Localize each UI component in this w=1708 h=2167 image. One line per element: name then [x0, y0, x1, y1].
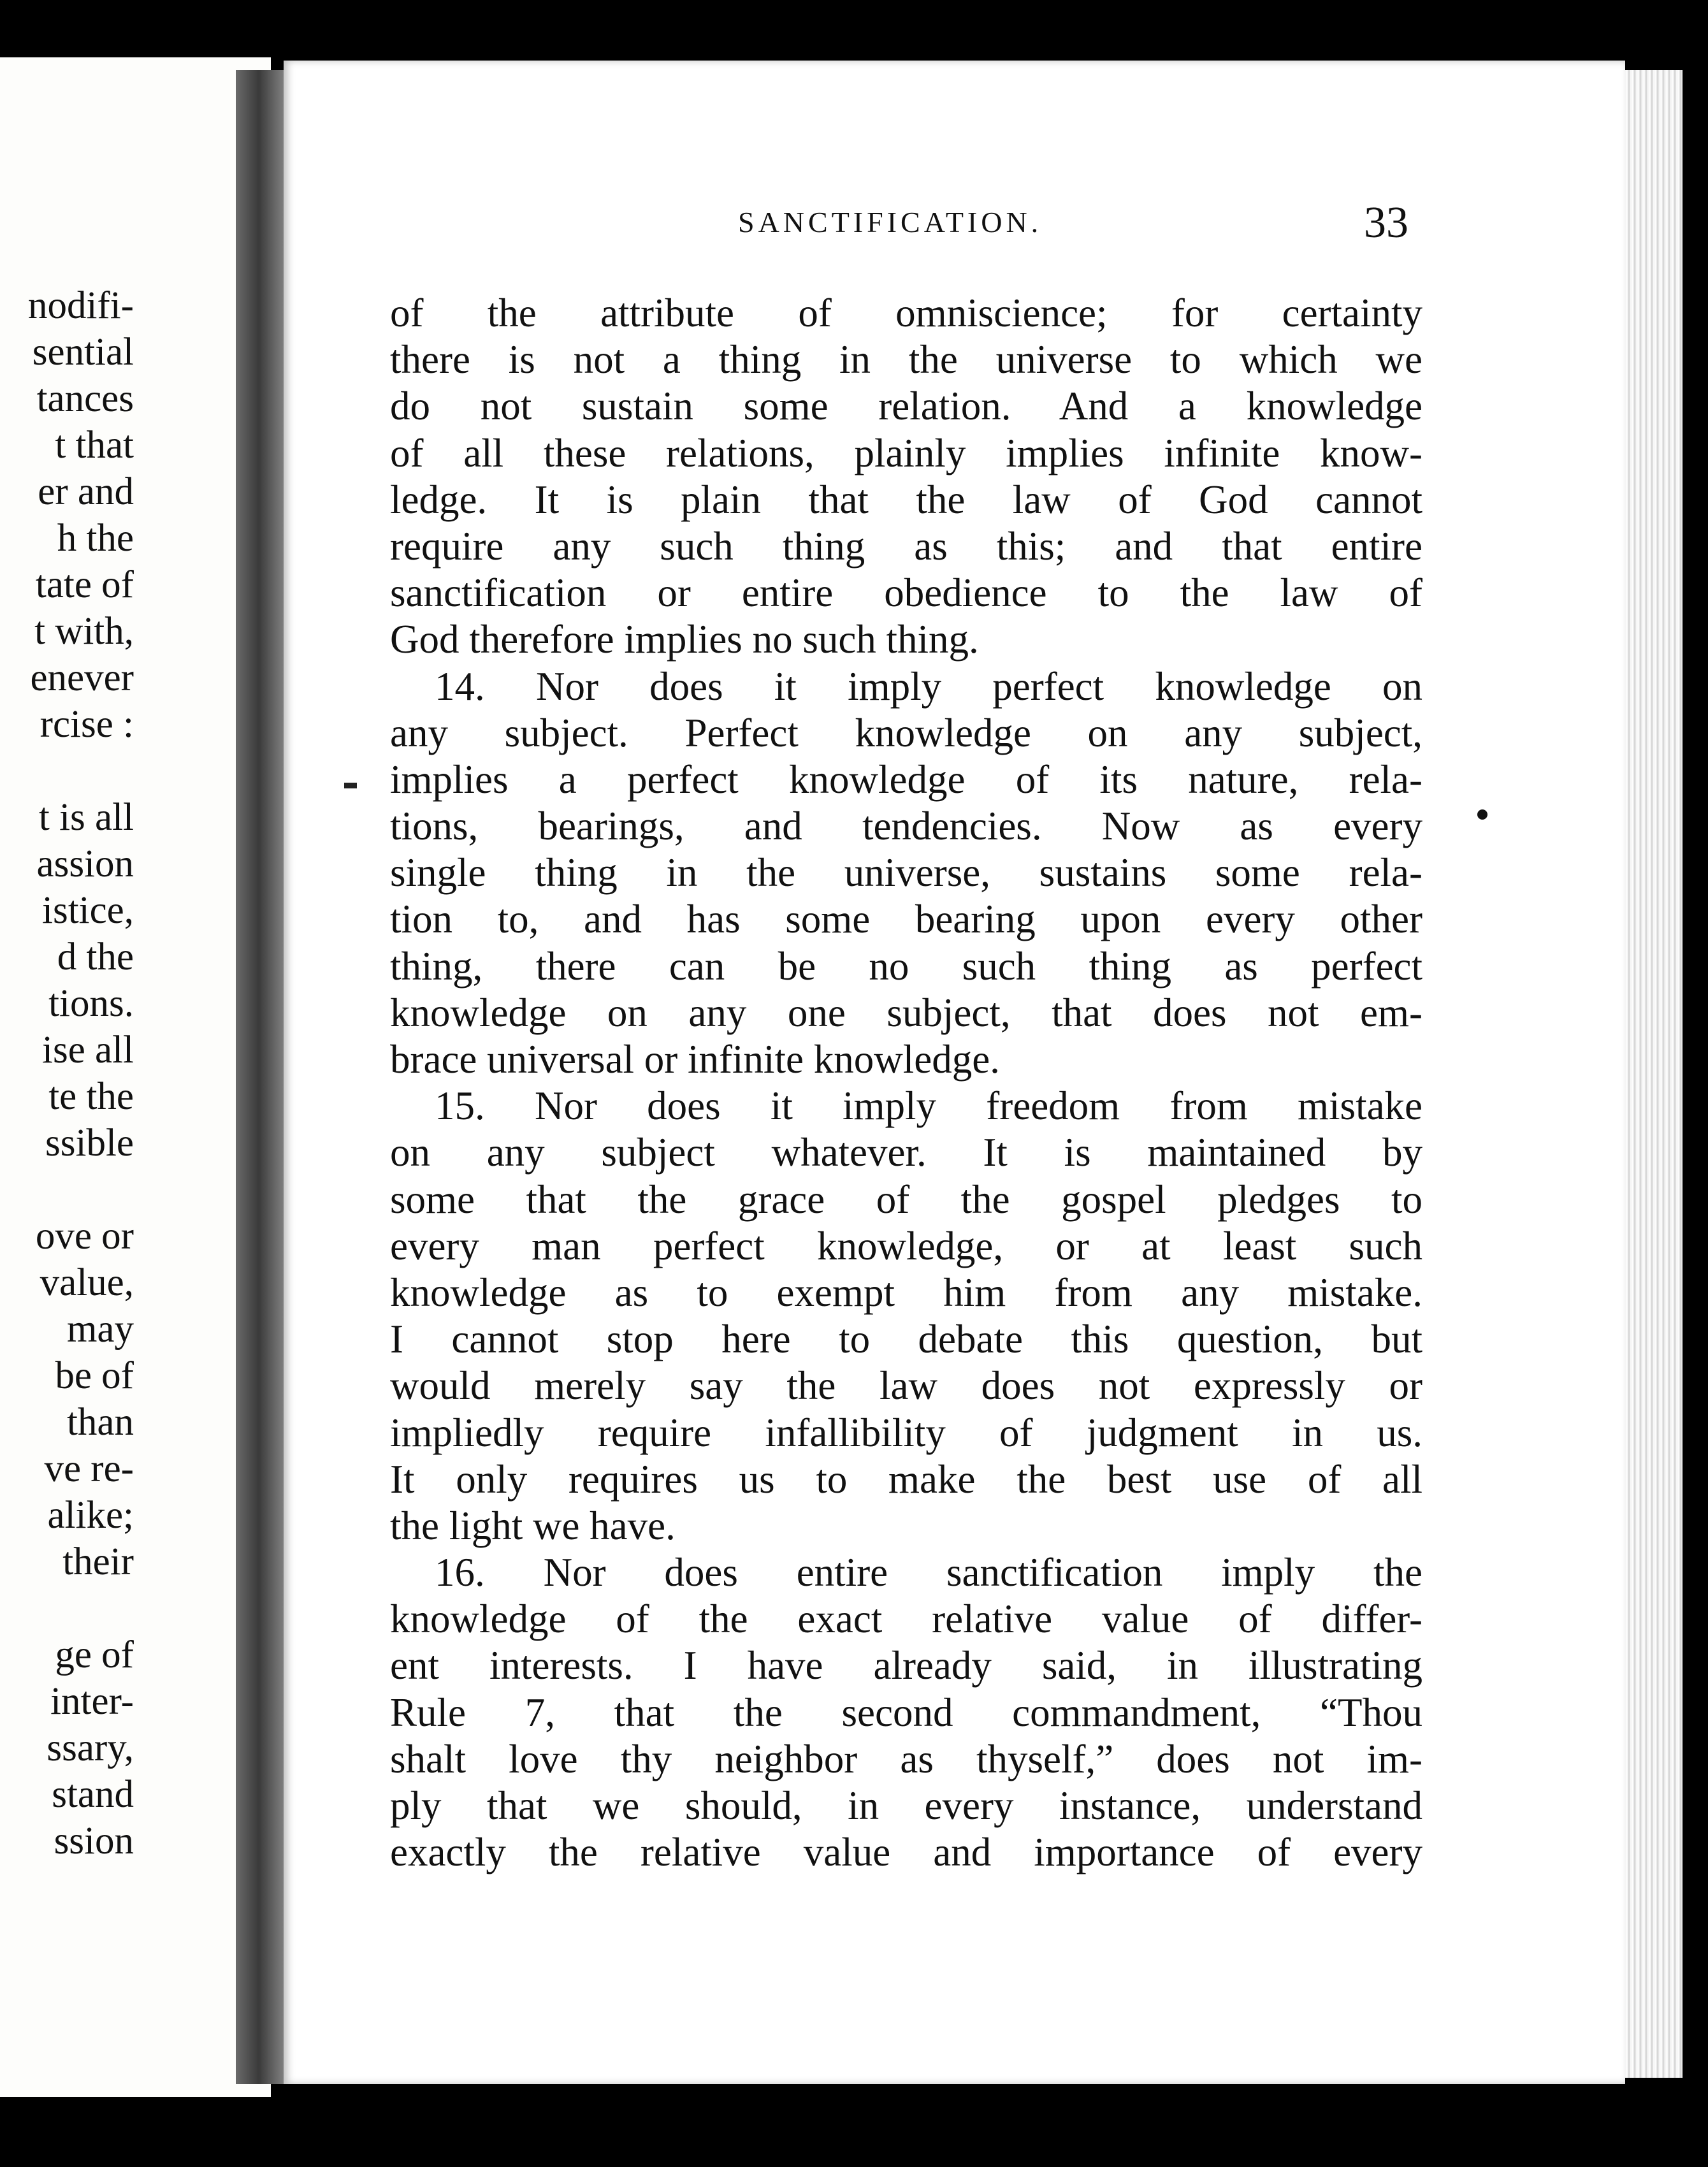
margin-mark	[344, 783, 357, 788]
left-fragment-line: be of	[55, 1354, 134, 1397]
body-line: I cannot stop here to debate this question, but	[390, 1317, 1422, 1362]
ink-spot	[1477, 809, 1487, 820]
page-number: 33	[1364, 198, 1408, 247]
left-fragment-line: h the	[57, 517, 134, 560]
left-fragment-line: ove or	[35, 1215, 134, 1257]
body-line: God therefore implies no such thing.	[390, 617, 979, 662]
body-text	[390, 290, 1422, 1876]
body-line: brace universal or infinite knowledge.	[390, 1037, 1000, 1082]
body-line: tions, bearings, and tendencies. Now as every	[390, 804, 1422, 849]
left-fragment-line: tances	[36, 377, 134, 420]
body-line: the light we have.	[390, 1503, 676, 1548]
left-fragment-line: stand	[52, 1773, 134, 1816]
body-line: knowledge on any one subject, that does not em-	[390, 990, 1422, 1035]
left-fragment-line: t is all	[38, 796, 134, 839]
left-fragment-line: ve re-	[44, 1447, 134, 1490]
running-head: SANCTIFICATION.	[738, 206, 1043, 238]
body-line: require any such thing as this; and that entire	[390, 523, 1422, 569]
left-fragment-line: tions.	[48, 982, 134, 1025]
left-page-text-fragments	[0, 282, 134, 1864]
left-fragment-line: ssion	[54, 1820, 134, 1862]
body-line: Rule 7, that the second commandment, “Thou	[390, 1690, 1422, 1735]
body-line: single thing in the universe, sustains some rela-	[390, 850, 1422, 895]
body-line: any subject. Perfect knowledge on any subject,	[390, 710, 1422, 755]
left-fragment-line: ge of	[55, 1634, 134, 1676]
body-line: 16. Nor does entire sanctification imply the	[435, 1550, 1422, 1595]
body-line: ply that we should, in every instance, understand	[390, 1783, 1422, 1828]
left-fragment-line: value,	[40, 1261, 134, 1304]
left-fragment-line: enever	[30, 656, 134, 699]
left-fragment-line	[0, 1585, 134, 1632]
body-line: ledge. It is plain that the law of God cannot	[390, 477, 1422, 522]
body-line: knowledge as to exempt him from any mistake.	[390, 1270, 1422, 1315]
body-line: of all these relations, plainly implies infinite know-	[390, 430, 1422, 475]
body-line: would merely say the law does not expressly or	[390, 1363, 1422, 1409]
left-fragment-line: istice,	[42, 889, 134, 932]
body-line: on any subject whatever. It is maintained by	[390, 1130, 1422, 1175]
body-line: exactly the relative value and importance of every	[390, 1830, 1422, 1875]
left-fragment-line	[0, 748, 134, 794]
body-line: every man perfect knowledge, or at least such	[390, 1223, 1422, 1268]
body-line: It only requires us to make the best use of all	[390, 1456, 1422, 1502]
body-line: thing, there can be no such thing as perfect	[390, 943, 1422, 989]
left-fragment-line: than	[66, 1401, 134, 1444]
left-fragment-line: d the	[57, 936, 134, 978]
body-line: tion to, and has some bearing upon every other	[390, 897, 1422, 942]
left-fragment-line: alike;	[47, 1494, 134, 1537]
body-line: 15. Nor does it imply freedom from mistake	[435, 1084, 1422, 1129]
left-fragment-line: ssible	[45, 1122, 134, 1164]
left-fragment-line: rcise :	[40, 703, 134, 746]
left-fragment-line	[0, 1166, 134, 1213]
left-fragment-line: nodifi-	[27, 284, 134, 327]
body-line: implies a perfect knowledge of its nature, rela-	[390, 757, 1422, 802]
body-line: knowledge of the exact relative value of differ-	[390, 1597, 1422, 1642]
left-fragment-line: ssary,	[47, 1727, 134, 1769]
body-line: shalt love thy neighbor as thyself,” does not im-	[390, 1736, 1422, 1781]
left-fragment-line: may	[66, 1308, 134, 1351]
left-fragment-line: their	[62, 1540, 134, 1583]
body-line: ent interests. I have already said, in illustrating	[390, 1643, 1422, 1688]
left-fragment-line: t that	[55, 424, 134, 467]
body-line: do not sustain some relation. And a knowledge	[390, 384, 1422, 429]
left-fragment-line: inter-	[50, 1680, 134, 1723]
left-fragment-line: te the	[48, 1075, 134, 1118]
left-fragment-line: tate of	[35, 563, 134, 606]
body-line: 14. Nor does it imply perfect knowledge on	[435, 663, 1422, 709]
left-fragment-line: sential	[32, 331, 134, 373]
body-line: some that the grace of the gospel pledges to	[390, 1177, 1422, 1222]
left-fragment-line: er and	[38, 470, 134, 513]
left-fragment-line: t with,	[34, 610, 134, 653]
body-line: of the attribute of omniscience; for certainty	[390, 291, 1422, 335]
body-line: impliedly require infallibility of judgment in us.	[390, 1410, 1422, 1455]
left-fragment-line: assion	[36, 843, 134, 885]
page-edges	[1625, 70, 1683, 2078]
body-line: sanctification or entire obedience to the law of	[390, 570, 1422, 616]
left-fragment-line: ise all	[42, 1029, 134, 1071]
body-line: there is not a thing in the universe to which we	[390, 337, 1422, 382]
